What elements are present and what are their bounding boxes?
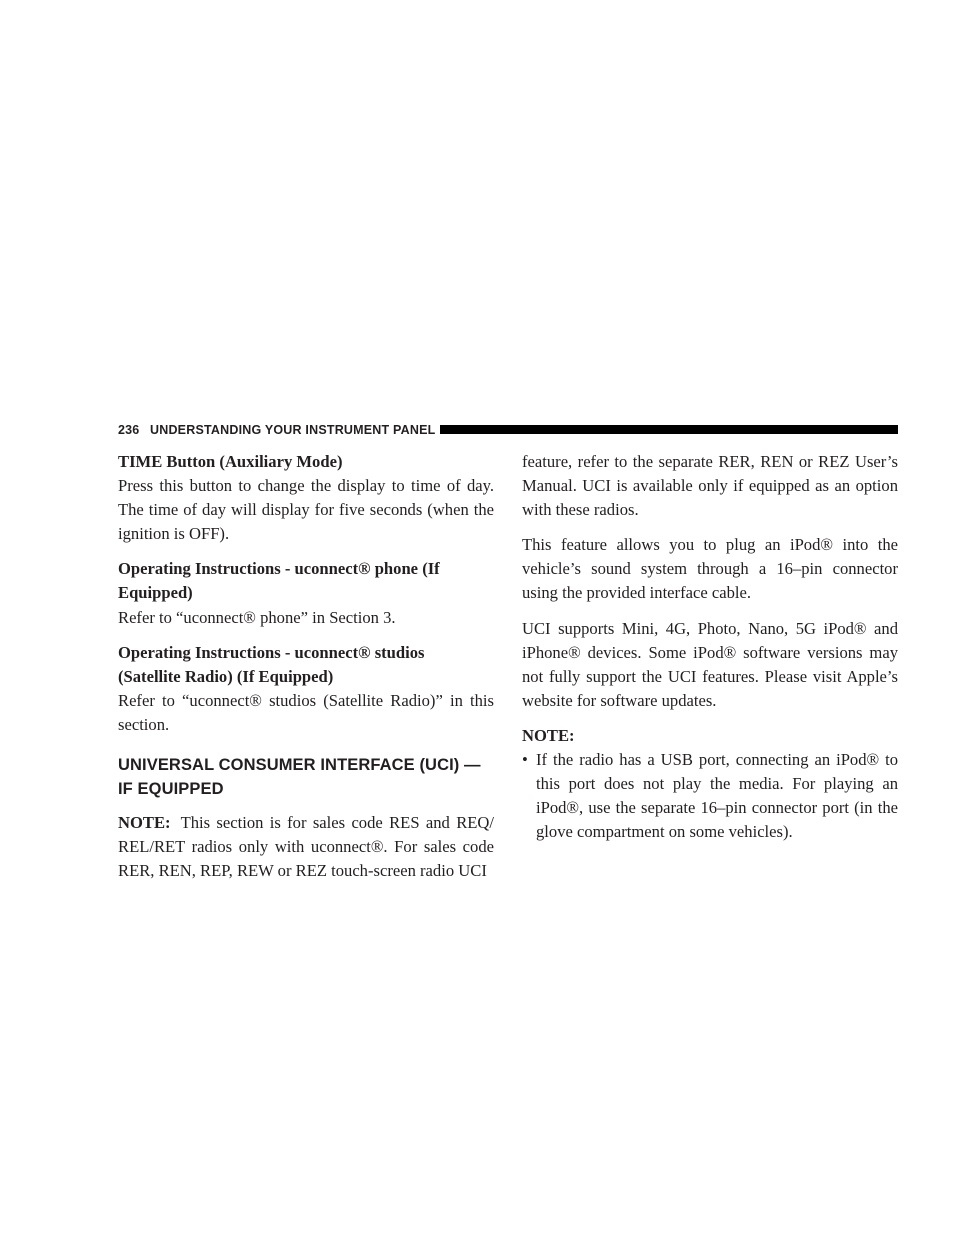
time-button-body: Press this button to change the display to time of day. The time of day will display for five seconds (when the ignition is OFF). [118, 476, 494, 544]
list-item [522, 748, 898, 844]
right-column [522, 450, 898, 844]
uconnect-studios-heading-line-1: Operating Instructions - uconnect® studios [118, 642, 425, 662]
running-section-title: UNDERSTANDING YOUR INSTRUMENT PANEL [150, 423, 436, 437]
ipod-plug-body: This feature allows you to plug an iPod® into the vehicle’s sound system through a 16–pin connector using the provided interface cable. [522, 535, 898, 603]
usb-port-note-text: If the radio has a USB port, connecting an iPod® to this port does not play the media. For playing an iPod®, use the separate 16–pin connector port (in the glove compartment on some vehicles). [536, 750, 898, 842]
uci-note-body: This section is for sales code RES and REQ/ REL/RET radios only with uconnect®. For sales code RER, REN, REP, REW or REZ touch-screen radio UCI [118, 813, 494, 881]
time-button-heading: TIME Button (Auxiliary Mode) [118, 452, 343, 471]
bullet-icon: • [522, 750, 528, 770]
page-number: 236 [118, 423, 140, 437]
note-heading: NOTE: [522, 725, 575, 745]
uci-supports-body: UCI supports Mini, 4G, Photo, Nano, 5G iPod® and iPhone® devices. Some iPod® software versions may not fully support the UCI features. Please visit Apple’s website for software updates. [522, 618, 898, 710]
header-rule [440, 425, 898, 434]
uconnect-phone-body: Refer to “uconnect® phone” in Section 3. [118, 607, 396, 627]
uconnect-studios-heading-line-2: (Satellite Radio) (If Equipped) [118, 666, 334, 686]
uconnect-studios-body: Refer to “uconnect® studios (Satellite Radio)” in this section. [118, 690, 494, 734]
left-column [118, 450, 494, 894]
uci-continued-body: feature, refer to the separate RER, REN or REZ User’s Manual. UCI is available only if equipped as an option with these radios. [522, 452, 898, 520]
uconnect-studios-heading [118, 641, 494, 689]
uconnect-phone-heading [118, 557, 494, 605]
uconnect-phone-heading-line-1: Operating Instructions - uconnect® phone (If [118, 559, 440, 579]
note-label: NOTE: [118, 813, 171, 833]
uci-section-heading: UNIVERSAL CONSUMER INTERFACE (UCI) — IF EQUIPPED [118, 756, 481, 799]
uconnect-phone-heading-line-2: Equipped) [118, 583, 193, 603]
uci-note-paragraph [118, 811, 494, 883]
